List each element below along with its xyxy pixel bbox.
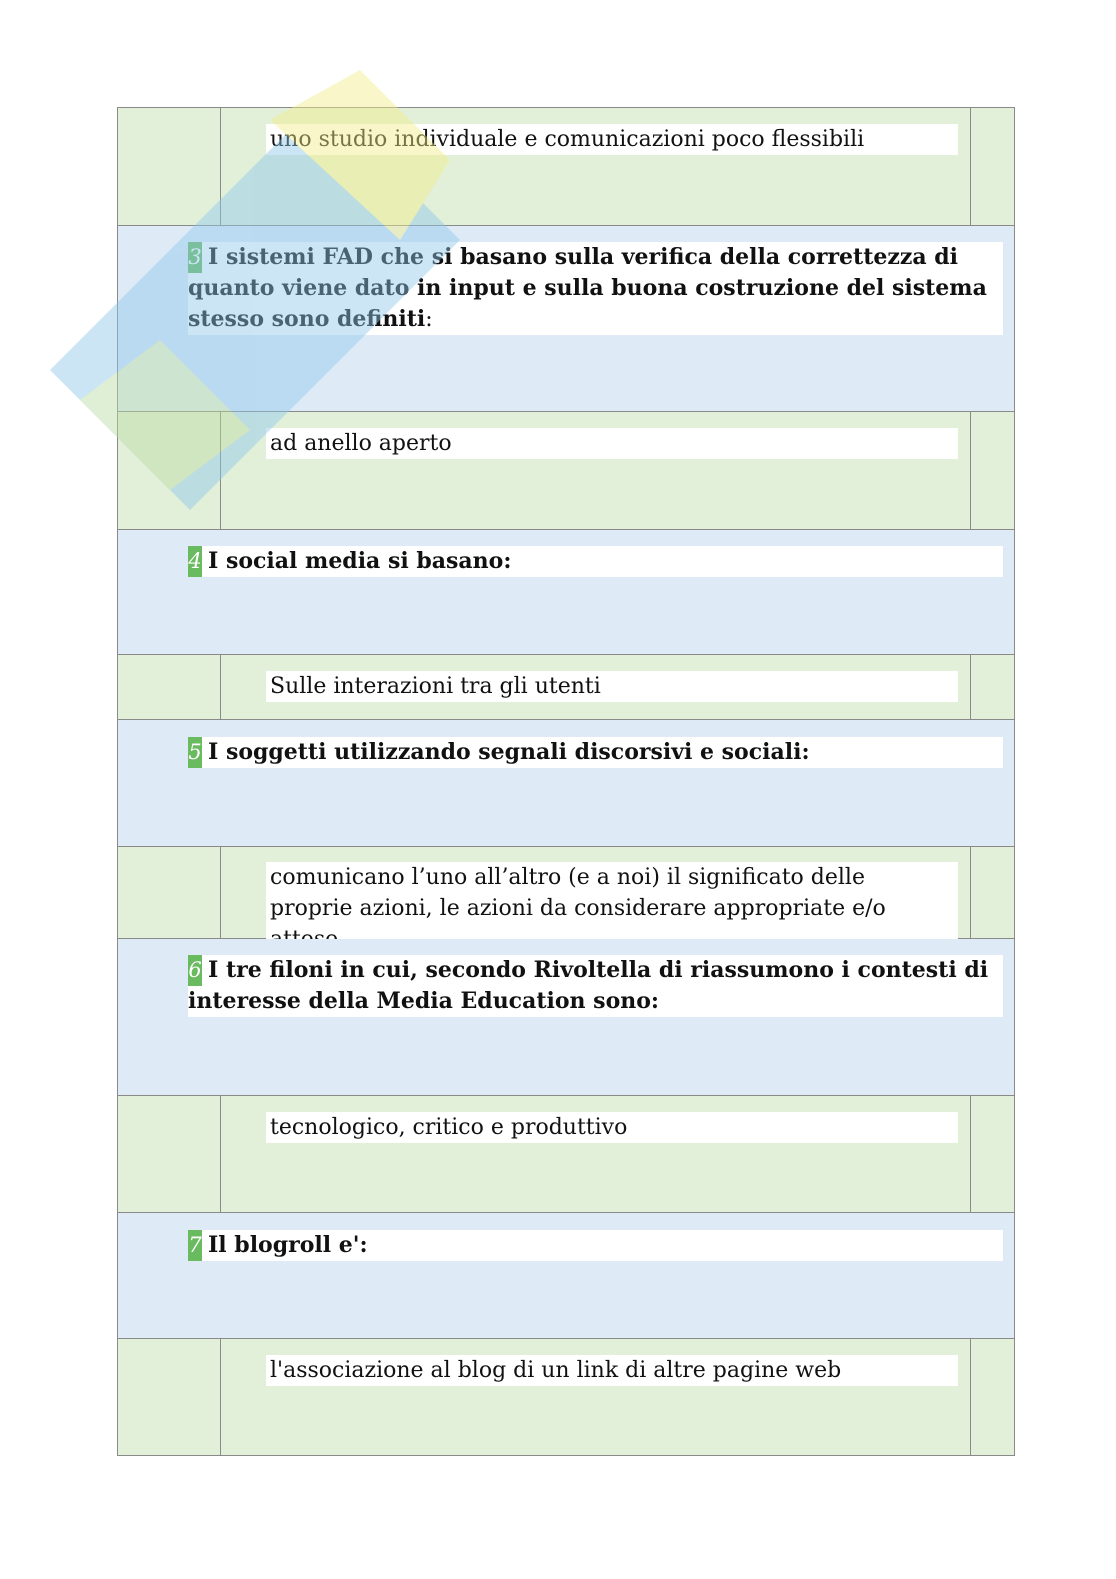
answer-row — [118, 412, 1014, 530]
question-number-badge: 4 — [188, 546, 202, 577]
question-row — [118, 1213, 1014, 1339]
answer-row — [118, 1339, 1014, 1456]
question-label: I sistemi FAD che si basano sulla verifica della correttezza di quanto viene dato in input e sulla buona costruzione del sistema stesso sono definiti — [188, 244, 987, 332]
question-row — [118, 939, 1014, 1096]
column-divider — [970, 1096, 971, 1212]
column-divider — [220, 655, 221, 719]
answer-row — [118, 847, 1014, 939]
question-text — [188, 242, 1003, 335]
column-divider — [970, 412, 971, 529]
question-number-badge: 7 — [188, 1230, 202, 1261]
column-divider — [220, 412, 221, 529]
column-divider — [220, 108, 221, 225]
column-divider — [220, 1096, 221, 1212]
answer-row — [118, 655, 1014, 720]
column-divider — [970, 1339, 971, 1455]
question-row — [118, 530, 1014, 655]
column-divider — [220, 847, 221, 938]
question-label: I social media si basano: — [208, 548, 512, 574]
question-suffix: : — [425, 307, 433, 332]
column-divider — [970, 847, 971, 938]
question-row — [118, 720, 1014, 847]
question-number-badge: 3 — [188, 242, 202, 273]
answer-text: Sulle interazioni tra gli utenti — [266, 671, 958, 702]
answer-text: comunicano l’uno all’altro (e a noi) il significato delle proprie azioni, le azioni da considerare appropriate e/o — [266, 862, 958, 955]
question-text — [188, 1230, 1003, 1261]
question-number-badge: 5 — [188, 737, 202, 768]
question-number-badge: 6 — [188, 955, 202, 986]
answer-row — [118, 108, 1014, 226]
question-label: I soggetti utilizzando segnali discorsivi e sociali: — [208, 739, 810, 765]
question-label: I tre filoni in cui, secondo Rivoltella di riassumono i contesti di interesse della Media Education sono: — [188, 957, 989, 1014]
question-row — [118, 226, 1014, 412]
column-divider — [970, 108, 971, 225]
question-label: Il blogroll e': — [208, 1232, 368, 1258]
answer-text: tecnologico, critico e produttivo — [266, 1112, 958, 1143]
answer-text: uno studio individuale e comunicazioni poco flessibili — [266, 124, 958, 155]
question-text — [188, 737, 1003, 768]
quiz-table — [117, 107, 1015, 1456]
column-divider — [970, 655, 971, 719]
answer-text: ad anello aperto — [266, 428, 958, 459]
column-divider — [220, 1339, 221, 1455]
question-text — [188, 546, 1003, 577]
answer-text: l'associazione al blog di un link di altre pagine web — [266, 1355, 958, 1386]
question-text — [188, 955, 1003, 1017]
answer-row — [118, 1096, 1014, 1213]
